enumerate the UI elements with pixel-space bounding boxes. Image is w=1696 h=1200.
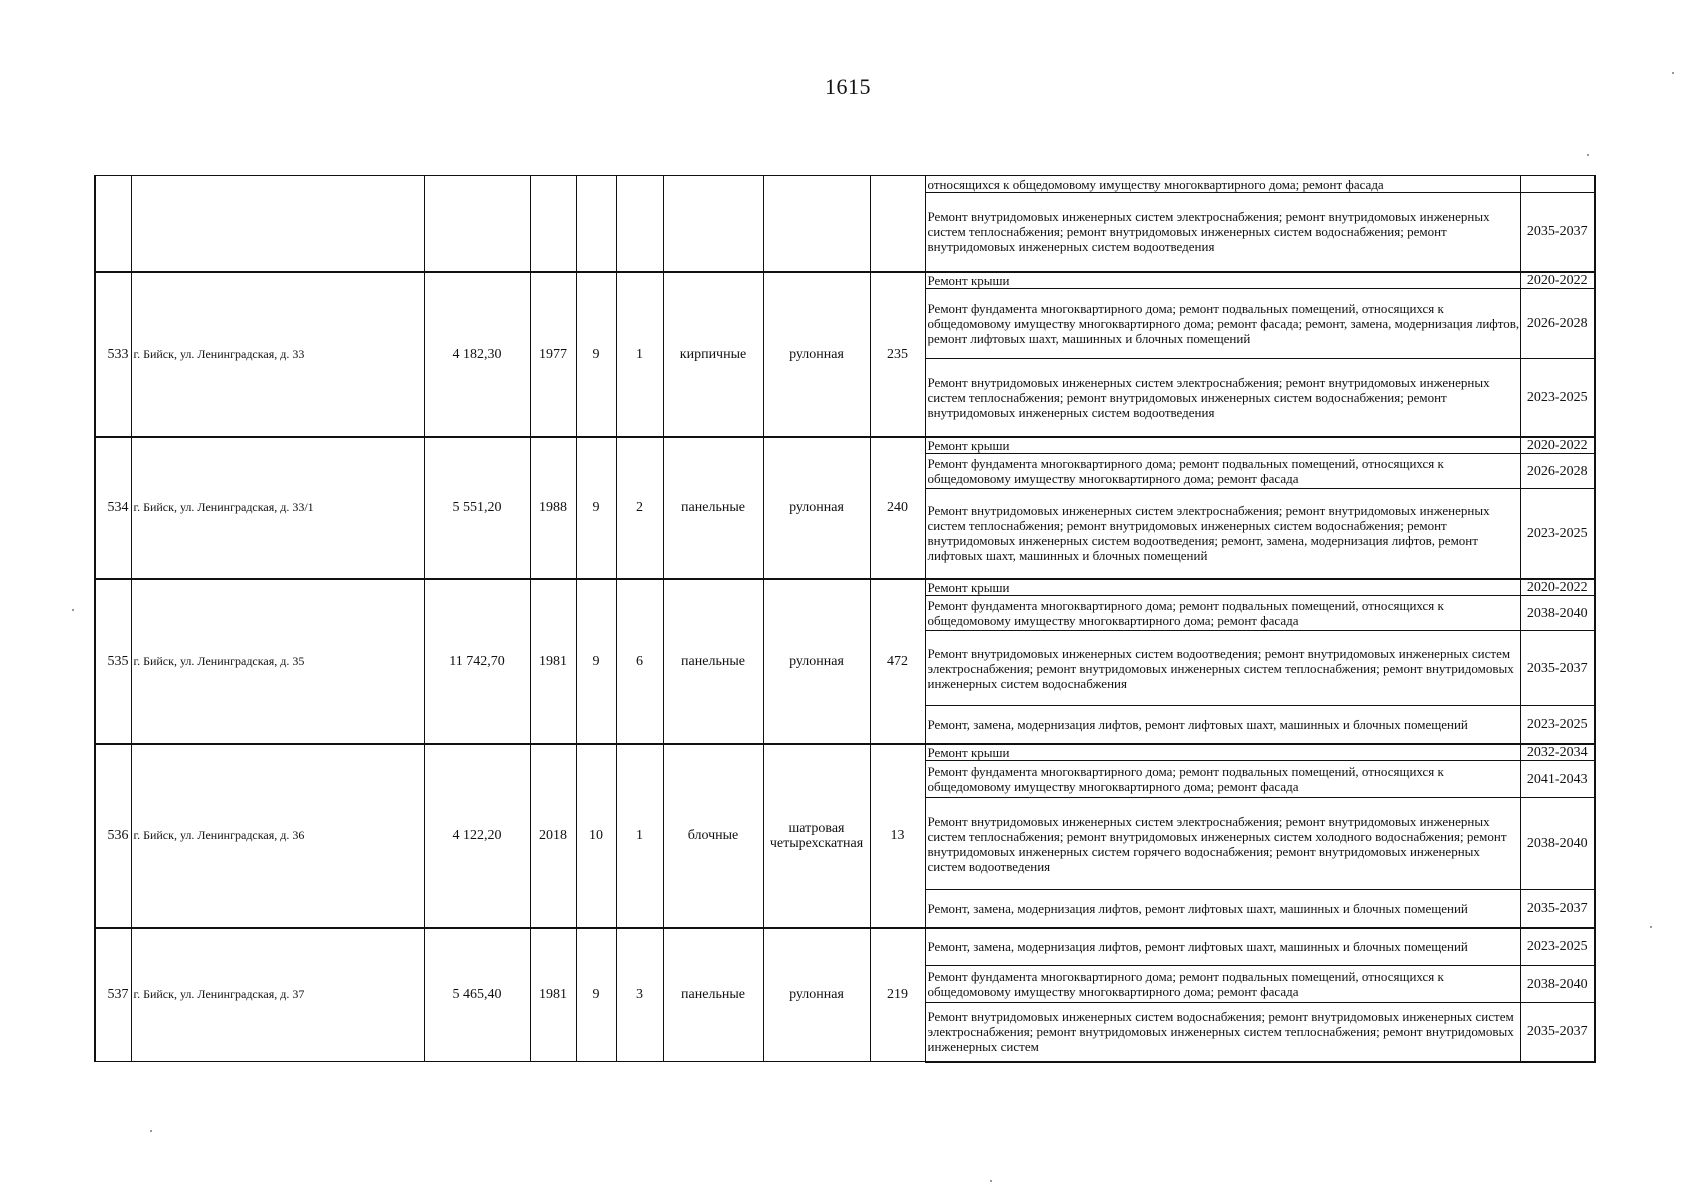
cell-address bbox=[131, 176, 424, 272]
table-body bbox=[95, 176, 1595, 1062]
table-row bbox=[95, 744, 1595, 761]
work-period: 2020-2022 bbox=[1520, 579, 1595, 596]
cell-residents: 235 bbox=[870, 272, 925, 437]
work-description: Ремонт крыши bbox=[925, 272, 1520, 289]
work-description: Ремонт, замена, модернизация лифтов, ремонт лифтовых шахт, машинных и блочных помещений bbox=[925, 706, 1520, 744]
cell-residents: 472 bbox=[870, 579, 925, 744]
work-description: Ремонт внутридомовых инженерных систем электроснабжения; ремонт внутридомовых инженерных систем теплоснабжения; ремонт внутридомовых инженерных систем водоснабжения; ремонт внутридомовых инженерных систем водоотведения bbox=[925, 359, 1520, 437]
cell-no: 536 bbox=[95, 744, 131, 928]
cell-area: 4 182,30 bbox=[424, 272, 530, 437]
cell-entrances: 2 bbox=[616, 437, 663, 579]
cell-residents bbox=[870, 176, 925, 272]
scan-speck bbox=[1650, 926, 1652, 928]
cell-roof: рулонная bbox=[763, 272, 870, 437]
table-row bbox=[95, 579, 1595, 596]
cell-area: 5 551,20 bbox=[424, 437, 530, 579]
cell-no bbox=[95, 176, 131, 272]
cell-area: 4 122,20 bbox=[424, 744, 530, 928]
scan-speck bbox=[990, 1180, 992, 1182]
work-period: 2023-2025 bbox=[1520, 489, 1595, 579]
work-description: относящихся к общедомовому имуществу многоквартирного дома; ремонт фасада bbox=[925, 176, 1520, 193]
work-description: Ремонт, замена, модернизация лифтов, ремонт лифтовых шахт, машинных и блочных помещений bbox=[925, 890, 1520, 928]
cell-floors: 9 bbox=[576, 579, 616, 744]
cell-entrances bbox=[616, 176, 663, 272]
work-description: Ремонт крыши bbox=[925, 437, 1520, 454]
cell-floors: 9 bbox=[576, 437, 616, 579]
cell-year: 2018 bbox=[530, 744, 576, 928]
work-description: Ремонт фундамента многоквартирного дома; ремонт подвальных помещений, относящихся к общедомовому имуществу многоквартирного дома; ремонт фасада bbox=[925, 454, 1520, 489]
cell-no: 533 bbox=[95, 272, 131, 437]
cell-address: г. Бийск, ул. Ленинградская, д. 37 bbox=[131, 928, 424, 1062]
work-period: 2026-2028 bbox=[1520, 454, 1595, 489]
work-description: Ремонт фундамента многоквартирного дома; ремонт подвальных помещений, относящихся к общедомовому имуществу многоквартирного дома; ремонт фасада bbox=[925, 596, 1520, 631]
work-description: Ремонт фундамента многоквартирного дома; ремонт подвальных помещений, относящихся к общедомовому имуществу многоквартирного дома; ремонт фасада bbox=[925, 761, 1520, 798]
work-period: 2023-2025 bbox=[1520, 928, 1595, 966]
table-row bbox=[95, 176, 1595, 193]
cell-address: г. Бийск, ул. Ленинградская, д. 36 bbox=[131, 744, 424, 928]
cell-address: г. Бийск, ул. Ленинградская, д. 35 bbox=[131, 579, 424, 744]
work-period: 2041-2043 bbox=[1520, 761, 1595, 798]
cell-no: 535 bbox=[95, 579, 131, 744]
cell-walls: панельные bbox=[663, 437, 763, 579]
cell-entrances: 3 bbox=[616, 928, 663, 1062]
page-number: 1615 bbox=[825, 74, 871, 99]
work-description: Ремонт фундамента многоквартирного дома; ремонт подвальных помещений, относящихся к общедомовому имуществу многоквартирного дома; ремонт фасада bbox=[925, 966, 1520, 1003]
work-period: 2038-2040 bbox=[1520, 596, 1595, 631]
cell-year: 1988 bbox=[530, 437, 576, 579]
cell-year: 1977 bbox=[530, 272, 576, 437]
cell-area bbox=[424, 176, 530, 272]
cell-entrances: 6 bbox=[616, 579, 663, 744]
table-row bbox=[95, 272, 1595, 289]
work-period: 2035-2037 bbox=[1520, 193, 1595, 272]
scan-speck bbox=[1672, 72, 1674, 74]
cell-year: 1981 bbox=[530, 928, 576, 1062]
work-description: Ремонт крыши bbox=[925, 744, 1520, 761]
work-period: 2038-2040 bbox=[1520, 966, 1595, 1003]
cell-address: г. Бийск, ул. Ленинградская, д. 33/1 bbox=[131, 437, 424, 579]
cell-roof: рулонная bbox=[763, 928, 870, 1062]
cell-floors bbox=[576, 176, 616, 272]
work-period: 2020-2022 bbox=[1520, 272, 1595, 289]
scan-speck bbox=[150, 1130, 152, 1132]
cell-roof: шатровая четырехскатная bbox=[763, 744, 870, 928]
cell-residents: 240 bbox=[870, 437, 925, 579]
cell-floors: 9 bbox=[576, 272, 616, 437]
cell-walls: панельные bbox=[663, 579, 763, 744]
cell-no: 534 bbox=[95, 437, 131, 579]
work-period: 2035-2037 bbox=[1520, 890, 1595, 928]
cell-entrances: 1 bbox=[616, 744, 663, 928]
cell-year bbox=[530, 176, 576, 272]
work-description: Ремонт внутридомовых инженерных систем электроснабжения; ремонт внутридомовых инженерных систем теплоснабжения; ремонт внутридомовых инженерных систем водоснабжения; ремонт внутридомовых инженерных систем водоотведения bbox=[925, 193, 1520, 272]
cell-roof: рулонная bbox=[763, 579, 870, 744]
cell-area: 5 465,40 bbox=[424, 928, 530, 1062]
work-description: Ремонт внутридомовых инженерных систем электроснабжения; ремонт внутридомовых инженерных систем теплоснабжения; ремонт внутридомовых инженерных систем холодного водоснабжения; ремонт внутридомовых инженерных систем горячего водоснабжения; ремонт внутридомовых инженерных систем водоотведения bbox=[925, 798, 1520, 890]
work-period: 2026-2028 bbox=[1520, 289, 1595, 359]
work-period: 2035-2037 bbox=[1520, 631, 1595, 706]
work-period: 2023-2025 bbox=[1520, 359, 1595, 437]
cell-area: 11 742,70 bbox=[424, 579, 530, 744]
work-description: Ремонт внутридомовых инженерных систем водоснабжения; ремонт внутридомовых инженерных систем электроснабжения; ремонт внутридомовых инженерных систем теплоснабжения; ремонт внутридомовых инженерных систем bbox=[925, 1003, 1520, 1062]
cell-walls: блочные bbox=[663, 744, 763, 928]
work-period: 2038-2040 bbox=[1520, 798, 1595, 890]
cell-walls bbox=[663, 176, 763, 272]
work-description: Ремонт внутридомовых инженерных систем электроснабжения; ремонт внутридомовых инженерных систем теплоснабжения; ремонт внутридомовых инженерных систем водоснабжения; ремонт внутридомовых инженерных систем водоотведения; ремонт, замена, модернизация лифтов, ремонт лифтовых шахт, машинных и блочных помещений bbox=[925, 489, 1520, 579]
work-period: 2023-2025 bbox=[1520, 706, 1595, 744]
work-description: Ремонт фундамента многоквартирного дома; ремонт подвальных помещений, относящихся к общедомовому имуществу многоквартирного дома; ремонт фасада; ремонт, замена, модернизация лифтов, ремонт лифтовых шахт, машинных и блочных помещений bbox=[925, 289, 1520, 359]
work-period: 2035-2037 bbox=[1520, 1003, 1595, 1062]
cell-roof: рулонная bbox=[763, 437, 870, 579]
cell-floors: 9 bbox=[576, 928, 616, 1062]
housing-repair-table bbox=[94, 175, 1596, 1063]
table-row bbox=[95, 437, 1595, 454]
work-period: 2032-2034 bbox=[1520, 744, 1595, 761]
scan-speck bbox=[72, 609, 74, 611]
cell-year: 1981 bbox=[530, 579, 576, 744]
cell-residents: 219 bbox=[870, 928, 925, 1062]
table-row bbox=[95, 928, 1595, 966]
scan-speck bbox=[1587, 154, 1589, 156]
work-description: Ремонт крыши bbox=[925, 579, 1520, 596]
cell-address: г. Бийск, ул. Ленинградская, д. 33 bbox=[131, 272, 424, 437]
cell-no: 537 bbox=[95, 928, 131, 1062]
cell-walls: панельные bbox=[663, 928, 763, 1062]
work-description: Ремонт, замена, модернизация лифтов, ремонт лифтовых шахт, машинных и блочных помещений bbox=[925, 928, 1520, 966]
work-period: 2020-2022 bbox=[1520, 437, 1595, 454]
cell-floors: 10 bbox=[576, 744, 616, 928]
cell-roof bbox=[763, 176, 870, 272]
cell-walls: кирпичные bbox=[663, 272, 763, 437]
work-description: Ремонт внутридомовых инженерных систем водоотведения; ремонт внутридомовых инженерных систем электроснабжения; ремонт внутридомовых инженерных систем теплоснабжения; ремонт внутридомовых инженерных систем водоснабжения bbox=[925, 631, 1520, 706]
cell-residents: 13 bbox=[870, 744, 925, 928]
cell-entrances: 1 bbox=[616, 272, 663, 437]
work-period bbox=[1520, 176, 1595, 193]
